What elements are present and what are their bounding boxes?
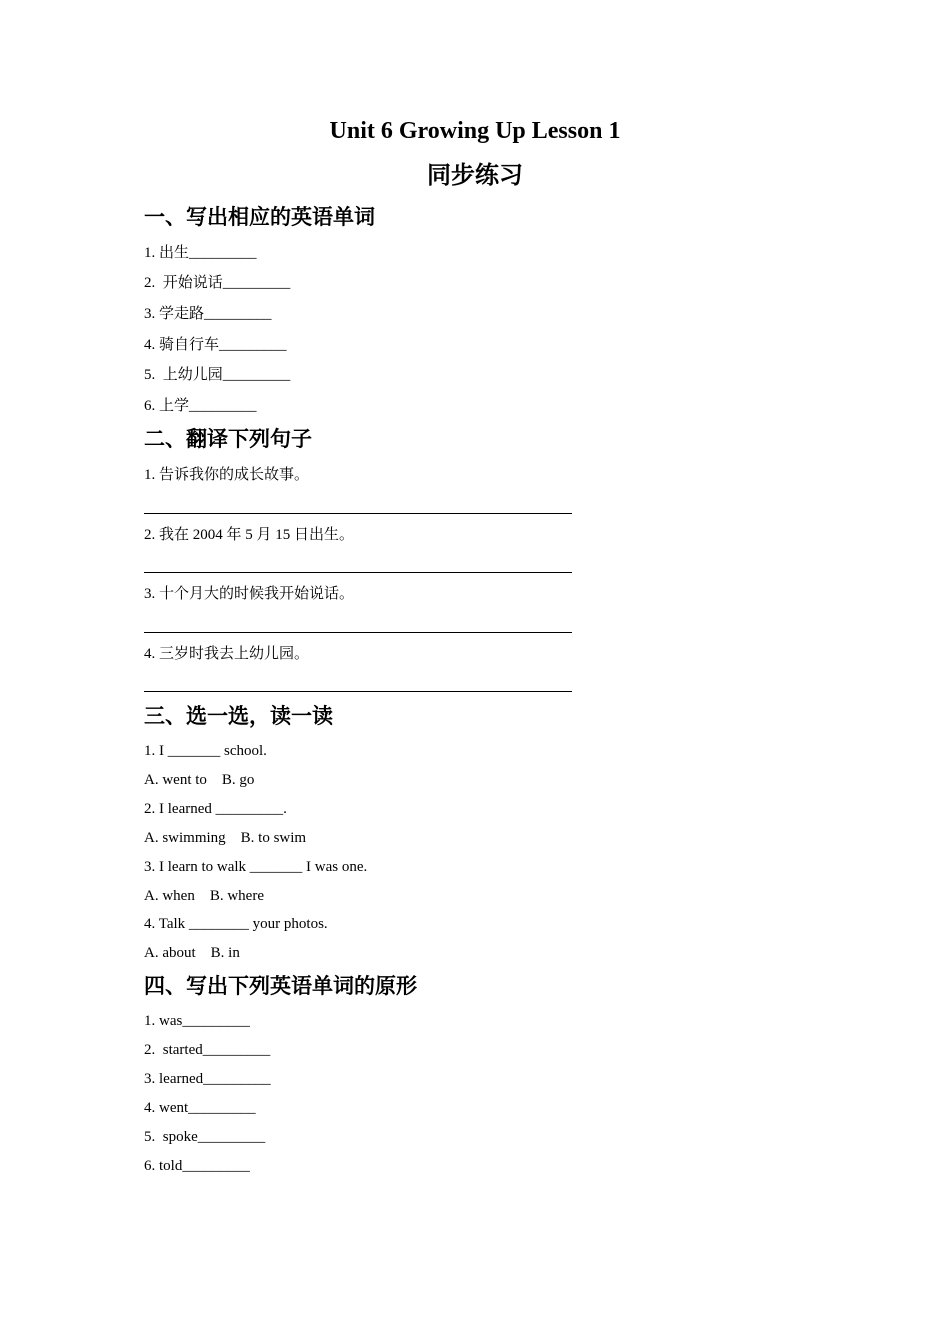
section-2-item: 3. 十个月大的时候我开始说话。 [144,586,355,602]
answer-line [144,513,572,514]
answer-line [144,572,572,573]
section-3-item: A. swimming B. to swim [144,830,307,846]
section-3-item: A. about B. in [144,945,240,961]
page-title: Unit 6 Growing Up Lesson 1 [329,118,621,144]
section-1-heading: 一、写出相应的英语单词 [144,205,375,229]
section-1-item: 6. 上学_________ [144,398,257,414]
section-2-item: 1. 告诉我你的成长故事。 [144,467,310,483]
section-3-item: 3. I learn to walk _______ I was one. [144,859,368,875]
section-4-item: 1. was_________ [144,1013,250,1029]
section-2-heading: 二、翻译下列句子 [144,427,312,451]
section-1-item: 1. 出生_________ [144,245,257,261]
section-2-item: 2. 我在 2004 年 5 月 15 日出生。 [144,527,355,543]
answer-line [144,632,572,633]
section-4-item: 4. went_________ [144,1100,256,1116]
answer-line [144,691,572,692]
section-3-item: 2. I learned _________. [144,801,287,817]
section-4-heading: 四、写出下列英语单词的原形 [144,974,417,998]
section-3-item: A. went to B. go [144,772,255,788]
section-4-item: 2. started_________ [144,1042,271,1058]
section-2-item: 4. 三岁时我去上幼儿园。 [144,646,310,662]
section-4-item: 5. spoke_________ [144,1129,266,1145]
section-3-item: 1. I _______ school. [144,743,267,759]
section-3-heading: 三、选一选，读一读 [144,704,333,728]
section-4-item: 3. learned_________ [144,1071,271,1087]
section-1-item: 4. 骑自行车_________ [144,337,287,353]
section-1-item: 2. 开始说话_________ [144,275,291,291]
section-1-item: 5. 上幼儿园_________ [144,367,291,383]
section-1-item: 3. 学走路_________ [144,306,272,322]
page-subtitle: 同步练习 [427,161,523,189]
section-3-item: 4. Talk ________ your photos. [144,916,328,932]
section-4-item: 6. told_________ [144,1158,250,1174]
section-3-item: A. when B. where [144,888,264,904]
